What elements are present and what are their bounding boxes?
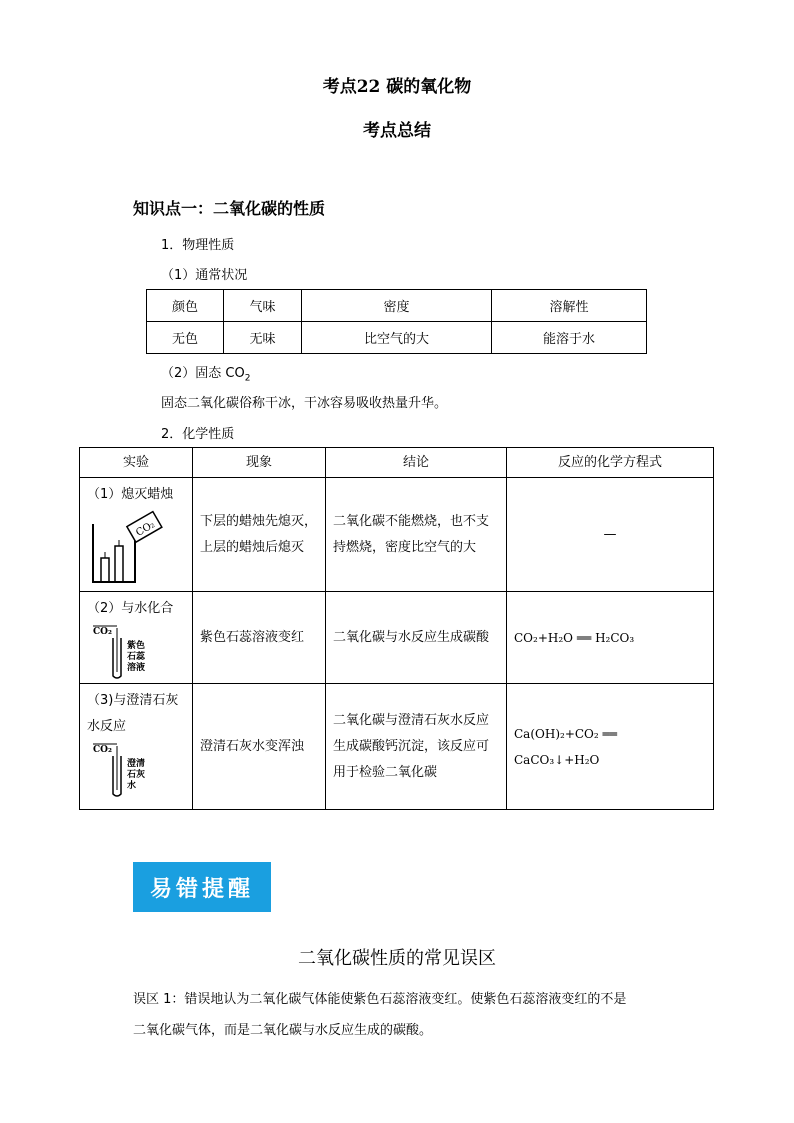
normal-state-label: （1）通常状况 [161,268,248,283]
page-subtitle: 考点总结 [363,121,431,141]
experiment-label: （2）与水化合 [87,601,174,616]
table-cell: 能溶于水 [492,322,647,354]
experiment-label: （3)与澄清石灰水反应 [87,693,179,734]
section-heading: 知识点一：二氧化碳的性质 [133,199,326,218]
table-cell: 无味 [224,322,302,354]
solid-state-desc: 固态二氧化碳俗称干冰，干冰容易吸收热量升华。 [161,396,448,411]
table-row [80,592,714,684]
tube-label: 紫色石蕊溶液 [127,641,146,673]
misconception-line: 二氧化碳气体，而是二氧化碳与水反应生成的碳酸。 [133,1023,433,1038]
table-header: 现象 [193,448,326,478]
physical-table [146,289,647,354]
chemical-table [79,447,714,810]
co2-label: CO₂ [93,627,112,637]
table-header: 颜色 [147,290,224,322]
solid-state-label: （2）固态 $CO_2$ [161,366,251,384]
table-header: 密度 [302,290,492,322]
table-cell [80,684,193,810]
limewater-tube-illustration [87,742,167,798]
chemical-properties-label: 2．化学性质 [161,427,235,442]
table-cell: 无色 [147,322,224,354]
table-cell: 二氧化碳不能燃烧，也不支持燃烧，密度比空气的大 [326,478,507,592]
table-cell [80,478,193,592]
table-cell: 二氧化碳与水反应生成碳酸 [326,592,507,684]
co2-label: CO₂ [134,519,157,539]
table-row [80,684,714,810]
table-cell: 二氧化碳与澄清石灰水反应生成碳酸钙沉淀，该反应可用于检验二氧化碳 [326,684,507,810]
error-reminder-badge: 易错提醒 [133,862,271,912]
table-cell: Ca(OH)₂+CO₂ ══ CaCO₃↓+H₂O [507,684,714,810]
tube-label: 澄清石灰水 [127,759,146,791]
page-title: 考点22 碳的氧化物 [322,77,472,97]
misconception-line: 误区 1：错误地认为二氧化碳气体能使紫色石蕊溶液变红。使紫色石蕊溶液变红的不是 [133,992,627,1007]
experiment-label: （1）熄灭蜡烛 [87,487,174,502]
table-header: 结论 [326,448,507,478]
table-cell [80,592,193,684]
table-header: 气味 [224,290,302,322]
candle-beaker-illustration [87,510,167,586]
misconception-title: 二氧化碳性质的常见误区 [298,948,496,969]
table-cell: 紫色石蕊溶液变红 [193,592,326,684]
co2-label: CO₂ [93,745,112,755]
table-header: 反应的化学方程式 [507,448,714,478]
table-cell: 比空气的大 [302,322,492,354]
table-cell: 下层的蜡烛先熄灭，上层的蜡烛后熄灭 [193,478,326,592]
table-header: 实验 [80,448,193,478]
table-header: 溶解性 [492,290,647,322]
table-cell: 澄清石灰水变浑浊 [193,684,326,810]
table-row [80,478,714,592]
table-cell: — [507,478,714,592]
physical-properties-label: 1．物理性质 [161,238,235,253]
table-cell: CO₂+H₂O ══ H₂CO₃ [507,592,714,684]
litmus-tube-illustration [87,624,167,680]
